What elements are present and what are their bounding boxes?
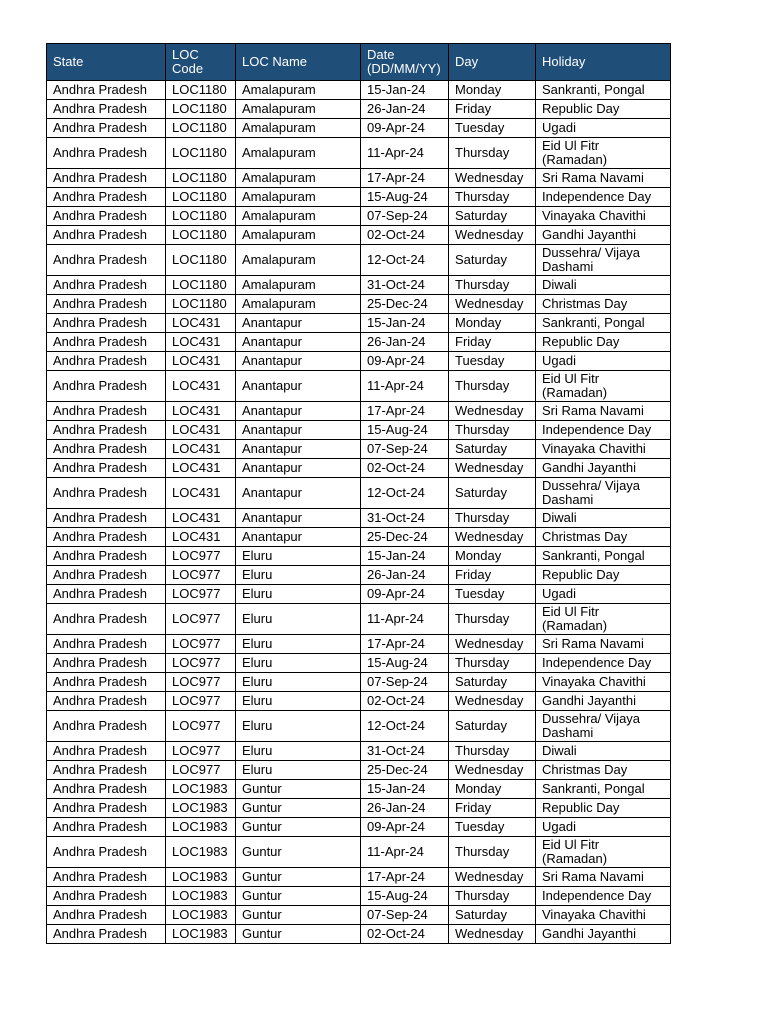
cell-date: 26-Jan-24 [361, 566, 449, 585]
cell-state: Andhra Pradesh [47, 818, 166, 837]
cell-day: Tuesday [449, 585, 536, 604]
cell-loc-name: Anantapur [236, 440, 361, 459]
cell-date: 02-Oct-24 [361, 925, 449, 944]
table-row [47, 371, 671, 402]
cell-loc-name: Anantapur [236, 459, 361, 478]
cell-loc-name: Anantapur [236, 528, 361, 547]
cell-loc-code: LOC1180 [166, 245, 236, 276]
cell-day: Thursday [449, 371, 536, 402]
table-row [47, 138, 671, 169]
cell-holiday: Independence Day [536, 188, 671, 207]
cell-loc-name: Eluru [236, 673, 361, 692]
table-row [47, 818, 671, 837]
cell-loc-name: Amalapuram [236, 119, 361, 138]
cell-date: 07-Sep-24 [361, 440, 449, 459]
cell-state: Andhra Pradesh [47, 654, 166, 673]
cell-loc-name: Guntur [236, 837, 361, 868]
cell-holiday: Ugadi [536, 818, 671, 837]
table-row [47, 837, 671, 868]
cell-date: 15-Aug-24 [361, 654, 449, 673]
cell-day: Wednesday [449, 459, 536, 478]
table-row [47, 742, 671, 761]
cell-date: 17-Apr-24 [361, 402, 449, 421]
cell-day: Tuesday [449, 119, 536, 138]
cell-holiday: Vinayaka Chavithi [536, 673, 671, 692]
cell-date: 12-Oct-24 [361, 478, 449, 509]
table-row [47, 459, 671, 478]
cell-date: 15-Jan-24 [361, 81, 449, 100]
cell-day: Monday [449, 81, 536, 100]
cell-holiday: Sri Rama Navami [536, 402, 671, 421]
cell-state: Andhra Pradesh [47, 100, 166, 119]
cell-holiday: Vinayaka Chavithi [536, 906, 671, 925]
cell-state: Andhra Pradesh [47, 547, 166, 566]
table-row [47, 925, 671, 944]
table-row [47, 100, 671, 119]
cell-loc-name: Amalapuram [236, 100, 361, 119]
table-row [47, 352, 671, 371]
cell-holiday: Vinayaka Chavithi [536, 207, 671, 226]
table-row [47, 245, 671, 276]
holiday-table [46, 43, 671, 944]
cell-holiday: Ugadi [536, 119, 671, 138]
cell-day: Saturday [449, 906, 536, 925]
cell-date: 11-Apr-24 [361, 837, 449, 868]
cell-state: Andhra Pradesh [47, 906, 166, 925]
table-row [47, 673, 671, 692]
cell-loc-code: LOC977 [166, 673, 236, 692]
cell-day: Thursday [449, 509, 536, 528]
header-loc-name: LOC Name [236, 44, 361, 81]
cell-holiday: Eid Ul Fitr (Ramadan) [536, 371, 671, 402]
cell-loc-code: LOC431 [166, 402, 236, 421]
table-row [47, 295, 671, 314]
cell-loc-code: LOC977 [166, 761, 236, 780]
header-holiday: Holiday [536, 44, 671, 81]
table-row [47, 421, 671, 440]
cell-state: Andhra Pradesh [47, 604, 166, 635]
cell-state: Andhra Pradesh [47, 421, 166, 440]
cell-loc-name: Anantapur [236, 509, 361, 528]
cell-date: 15-Jan-24 [361, 780, 449, 799]
cell-loc-code: LOC431 [166, 478, 236, 509]
cell-loc-name: Amalapuram [236, 81, 361, 100]
table-row [47, 761, 671, 780]
cell-loc-name: Guntur [236, 780, 361, 799]
table-body [47, 81, 671, 944]
cell-date: 26-Jan-24 [361, 799, 449, 818]
cell-loc-name: Eluru [236, 604, 361, 635]
cell-state: Andhra Pradesh [47, 119, 166, 138]
cell-holiday: Republic Day [536, 100, 671, 119]
cell-day: Friday [449, 799, 536, 818]
table-row [47, 226, 671, 245]
table-row [47, 604, 671, 635]
cell-loc-code: LOC431 [166, 352, 236, 371]
cell-state: Andhra Pradesh [47, 585, 166, 604]
table-row [47, 402, 671, 421]
cell-date: 11-Apr-24 [361, 604, 449, 635]
cell-date: 17-Apr-24 [361, 868, 449, 887]
cell-loc-name: Anantapur [236, 352, 361, 371]
cell-holiday: Ugadi [536, 352, 671, 371]
cell-date: 02-Oct-24 [361, 226, 449, 245]
cell-loc-code: LOC1983 [166, 837, 236, 868]
cell-holiday: Independence Day [536, 887, 671, 906]
cell-loc-name: Amalapuram [236, 245, 361, 276]
cell-day: Thursday [449, 188, 536, 207]
table-row [47, 585, 671, 604]
cell-date: 07-Sep-24 [361, 207, 449, 226]
cell-day: Thursday [449, 604, 536, 635]
cell-state: Andhra Pradesh [47, 711, 166, 742]
cell-loc-code: LOC1983 [166, 818, 236, 837]
cell-holiday: Diwali [536, 742, 671, 761]
cell-loc-name: Amalapuram [236, 226, 361, 245]
table-row [47, 169, 671, 188]
cell-loc-name: Guntur [236, 818, 361, 837]
cell-day: Saturday [449, 440, 536, 459]
cell-loc-code: LOC1983 [166, 887, 236, 906]
cell-holiday: Independence Day [536, 421, 671, 440]
cell-holiday: Republic Day [536, 333, 671, 352]
cell-date: 15-Aug-24 [361, 887, 449, 906]
cell-day: Wednesday [449, 761, 536, 780]
cell-holiday: Dussehra/ Vijaya Dashami [536, 478, 671, 509]
cell-loc-name: Amalapuram [236, 207, 361, 226]
cell-state: Andhra Pradesh [47, 837, 166, 868]
cell-date: 02-Oct-24 [361, 692, 449, 711]
cell-day: Saturday [449, 207, 536, 226]
cell-state: Andhra Pradesh [47, 887, 166, 906]
table-row [47, 635, 671, 654]
cell-holiday: Gandhi Jayanthi [536, 692, 671, 711]
cell-date: 15-Aug-24 [361, 421, 449, 440]
cell-loc-code: LOC1983 [166, 780, 236, 799]
cell-state: Andhra Pradesh [47, 138, 166, 169]
cell-holiday: Independence Day [536, 654, 671, 673]
cell-day: Thursday [449, 276, 536, 295]
cell-day: Thursday [449, 421, 536, 440]
table-row [47, 547, 671, 566]
cell-loc-code: LOC1983 [166, 925, 236, 944]
table-row [47, 799, 671, 818]
header-state: State [47, 44, 166, 81]
cell-date: 31-Oct-24 [361, 509, 449, 528]
cell-holiday: Eid Ul Fitr (Ramadan) [536, 604, 671, 635]
cell-state: Andhra Pradesh [47, 925, 166, 944]
cell-loc-code: LOC1180 [166, 119, 236, 138]
table-row [47, 81, 671, 100]
cell-state: Andhra Pradesh [47, 528, 166, 547]
cell-day: Wednesday [449, 402, 536, 421]
cell-holiday: Ugadi [536, 585, 671, 604]
cell-loc-code: LOC1180 [166, 295, 236, 314]
cell-date: 11-Apr-24 [361, 138, 449, 169]
cell-loc-code: LOC431 [166, 421, 236, 440]
cell-date: 12-Oct-24 [361, 245, 449, 276]
cell-loc-name: Guntur [236, 887, 361, 906]
cell-loc-code: LOC977 [166, 654, 236, 673]
cell-loc-code: LOC1983 [166, 868, 236, 887]
cell-date: 11-Apr-24 [361, 371, 449, 402]
cell-date: 15-Jan-24 [361, 547, 449, 566]
cell-holiday: Gandhi Jayanthi [536, 459, 671, 478]
cell-loc-name: Eluru [236, 711, 361, 742]
cell-loc-name: Amalapuram [236, 188, 361, 207]
cell-loc-name: Eluru [236, 585, 361, 604]
header-loc-code: LOC Code [166, 44, 236, 81]
cell-date: 09-Apr-24 [361, 119, 449, 138]
cell-loc-code: LOC1180 [166, 169, 236, 188]
cell-loc-name: Anantapur [236, 314, 361, 333]
header-date: Date (DD/MM/YY) [361, 44, 449, 81]
table-row [47, 440, 671, 459]
cell-loc-code: LOC431 [166, 528, 236, 547]
table-row [47, 566, 671, 585]
cell-loc-code: LOC1180 [166, 226, 236, 245]
cell-loc-name: Anantapur [236, 402, 361, 421]
cell-state: Andhra Pradesh [47, 333, 166, 352]
table-row [47, 188, 671, 207]
cell-day: Saturday [449, 245, 536, 276]
cell-holiday: Eid Ul Fitr (Ramadan) [536, 138, 671, 169]
cell-day: Tuesday [449, 818, 536, 837]
cell-day: Saturday [449, 478, 536, 509]
cell-loc-name: Guntur [236, 906, 361, 925]
cell-date: 31-Oct-24 [361, 276, 449, 295]
cell-holiday: Sankranti, Pongal [536, 547, 671, 566]
cell-loc-name: Amalapuram [236, 276, 361, 295]
cell-loc-name: Anantapur [236, 421, 361, 440]
table-row [47, 509, 671, 528]
cell-holiday: Republic Day [536, 799, 671, 818]
cell-state: Andhra Pradesh [47, 635, 166, 654]
table-row [47, 711, 671, 742]
cell-loc-code: LOC431 [166, 440, 236, 459]
cell-state: Andhra Pradesh [47, 207, 166, 226]
cell-loc-code: LOC1180 [166, 81, 236, 100]
cell-date: 25-Dec-24 [361, 528, 449, 547]
cell-day: Wednesday [449, 868, 536, 887]
table-header [47, 44, 671, 81]
table-row [47, 478, 671, 509]
cell-day: Thursday [449, 887, 536, 906]
cell-loc-name: Amalapuram [236, 138, 361, 169]
cell-holiday: Gandhi Jayanthi [536, 925, 671, 944]
cell-holiday: Eid Ul Fitr (Ramadan) [536, 837, 671, 868]
cell-loc-name: Eluru [236, 547, 361, 566]
cell-state: Andhra Pradesh [47, 868, 166, 887]
cell-loc-name: Eluru [236, 761, 361, 780]
cell-holiday: Vinayaka Chavithi [536, 440, 671, 459]
cell-day: Thursday [449, 138, 536, 169]
cell-state: Andhra Pradesh [47, 295, 166, 314]
cell-date: 26-Jan-24 [361, 333, 449, 352]
cell-date: 09-Apr-24 [361, 818, 449, 837]
cell-date: 15-Aug-24 [361, 188, 449, 207]
table-row [47, 119, 671, 138]
header-day: Day [449, 44, 536, 81]
cell-loc-code: LOC977 [166, 585, 236, 604]
cell-loc-code: LOC977 [166, 692, 236, 711]
cell-state: Andhra Pradesh [47, 692, 166, 711]
cell-holiday: Dussehra/ Vijaya Dashami [536, 711, 671, 742]
cell-date: 31-Oct-24 [361, 742, 449, 761]
cell-date: 25-Dec-24 [361, 761, 449, 780]
cell-state: Andhra Pradesh [47, 440, 166, 459]
table-row [47, 528, 671, 547]
cell-state: Andhra Pradesh [47, 799, 166, 818]
table-row [47, 780, 671, 799]
cell-loc-name: Eluru [236, 566, 361, 585]
table-row [47, 887, 671, 906]
cell-state: Andhra Pradesh [47, 276, 166, 295]
cell-holiday: Gandhi Jayanthi [536, 226, 671, 245]
cell-loc-code: LOC1180 [166, 207, 236, 226]
cell-date: 17-Apr-24 [361, 635, 449, 654]
cell-holiday: Sri Rama Navami [536, 635, 671, 654]
cell-day: Monday [449, 780, 536, 799]
cell-holiday: Christmas Day [536, 528, 671, 547]
table-row [47, 207, 671, 226]
cell-loc-code: LOC977 [166, 604, 236, 635]
cell-date: 07-Sep-24 [361, 906, 449, 925]
cell-loc-code: LOC431 [166, 371, 236, 402]
cell-holiday: Sankranti, Pongal [536, 314, 671, 333]
cell-loc-code: LOC1180 [166, 276, 236, 295]
cell-loc-name: Anantapur [236, 478, 361, 509]
cell-state: Andhra Pradesh [47, 81, 166, 100]
cell-state: Andhra Pradesh [47, 371, 166, 402]
cell-loc-name: Anantapur [236, 371, 361, 402]
table-row [47, 692, 671, 711]
cell-holiday: Sri Rama Navami [536, 868, 671, 887]
cell-state: Andhra Pradesh [47, 459, 166, 478]
cell-date: 09-Apr-24 [361, 352, 449, 371]
cell-day: Tuesday [449, 352, 536, 371]
cell-day: Thursday [449, 742, 536, 761]
cell-day: Monday [449, 547, 536, 566]
cell-state: Andhra Pradesh [47, 761, 166, 780]
cell-holiday: Dussehra/ Vijaya Dashami [536, 245, 671, 276]
cell-state: Andhra Pradesh [47, 226, 166, 245]
cell-holiday: Diwali [536, 509, 671, 528]
cell-day: Wednesday [449, 295, 536, 314]
cell-loc-code: LOC431 [166, 314, 236, 333]
cell-loc-code: LOC977 [166, 547, 236, 566]
cell-loc-code: LOC1983 [166, 906, 236, 925]
cell-holiday: Sankranti, Pongal [536, 780, 671, 799]
cell-loc-name: Eluru [236, 635, 361, 654]
table-row [47, 654, 671, 673]
cell-date: 26-Jan-24 [361, 100, 449, 119]
cell-loc-name: Amalapuram [236, 169, 361, 188]
cell-loc-code: LOC977 [166, 742, 236, 761]
cell-day: Thursday [449, 654, 536, 673]
cell-holiday: Sankranti, Pongal [536, 81, 671, 100]
cell-loc-code: LOC1983 [166, 799, 236, 818]
cell-day: Wednesday [449, 635, 536, 654]
cell-state: Andhra Pradesh [47, 780, 166, 799]
cell-loc-code: LOC431 [166, 333, 236, 352]
cell-loc-name: Eluru [236, 654, 361, 673]
cell-state: Andhra Pradesh [47, 402, 166, 421]
cell-state: Andhra Pradesh [47, 509, 166, 528]
cell-date: 15-Jan-24 [361, 314, 449, 333]
cell-holiday: Diwali [536, 276, 671, 295]
cell-loc-code: LOC977 [166, 635, 236, 654]
cell-date: 09-Apr-24 [361, 585, 449, 604]
cell-day: Wednesday [449, 169, 536, 188]
cell-date: 25-Dec-24 [361, 295, 449, 314]
cell-loc-code: LOC1180 [166, 138, 236, 169]
cell-day: Wednesday [449, 528, 536, 547]
cell-loc-name: Eluru [236, 742, 361, 761]
cell-state: Andhra Pradesh [47, 169, 166, 188]
cell-holiday: Republic Day [536, 566, 671, 585]
cell-holiday: Christmas Day [536, 295, 671, 314]
cell-day: Saturday [449, 711, 536, 742]
cell-date: 02-Oct-24 [361, 459, 449, 478]
cell-loc-code: LOC431 [166, 509, 236, 528]
cell-loc-name: Amalapuram [236, 295, 361, 314]
cell-state: Andhra Pradesh [47, 245, 166, 276]
table-row [47, 868, 671, 887]
table-row [47, 276, 671, 295]
cell-loc-code: LOC977 [166, 566, 236, 585]
cell-day: Monday [449, 314, 536, 333]
cell-state: Andhra Pradesh [47, 566, 166, 585]
cell-holiday: Sri Rama Navami [536, 169, 671, 188]
table-row [47, 314, 671, 333]
cell-loc-name: Guntur [236, 799, 361, 818]
cell-day: Wednesday [449, 692, 536, 711]
cell-day: Friday [449, 566, 536, 585]
cell-state: Andhra Pradesh [47, 478, 166, 509]
cell-date: 12-Oct-24 [361, 711, 449, 742]
cell-state: Andhra Pradesh [47, 673, 166, 692]
cell-day: Wednesday [449, 226, 536, 245]
table-row [47, 333, 671, 352]
cell-loc-name: Guntur [236, 925, 361, 944]
cell-loc-code: LOC431 [166, 459, 236, 478]
cell-day: Friday [449, 100, 536, 119]
cell-state: Andhra Pradesh [47, 188, 166, 207]
cell-holiday: Christmas Day [536, 761, 671, 780]
cell-state: Andhra Pradesh [47, 314, 166, 333]
cell-loc-name: Anantapur [236, 333, 361, 352]
cell-day: Friday [449, 333, 536, 352]
cell-loc-name: Eluru [236, 692, 361, 711]
cell-loc-code: LOC977 [166, 711, 236, 742]
cell-day: Thursday [449, 837, 536, 868]
header-row [47, 44, 671, 81]
cell-loc-code: LOC1180 [166, 188, 236, 207]
cell-state: Andhra Pradesh [47, 742, 166, 761]
cell-loc-code: LOC1180 [166, 100, 236, 119]
cell-state: Andhra Pradesh [47, 352, 166, 371]
cell-date: 07-Sep-24 [361, 673, 449, 692]
cell-loc-name: Guntur [236, 868, 361, 887]
cell-day: Wednesday [449, 925, 536, 944]
table-row [47, 906, 671, 925]
cell-date: 17-Apr-24 [361, 169, 449, 188]
cell-day: Saturday [449, 673, 536, 692]
